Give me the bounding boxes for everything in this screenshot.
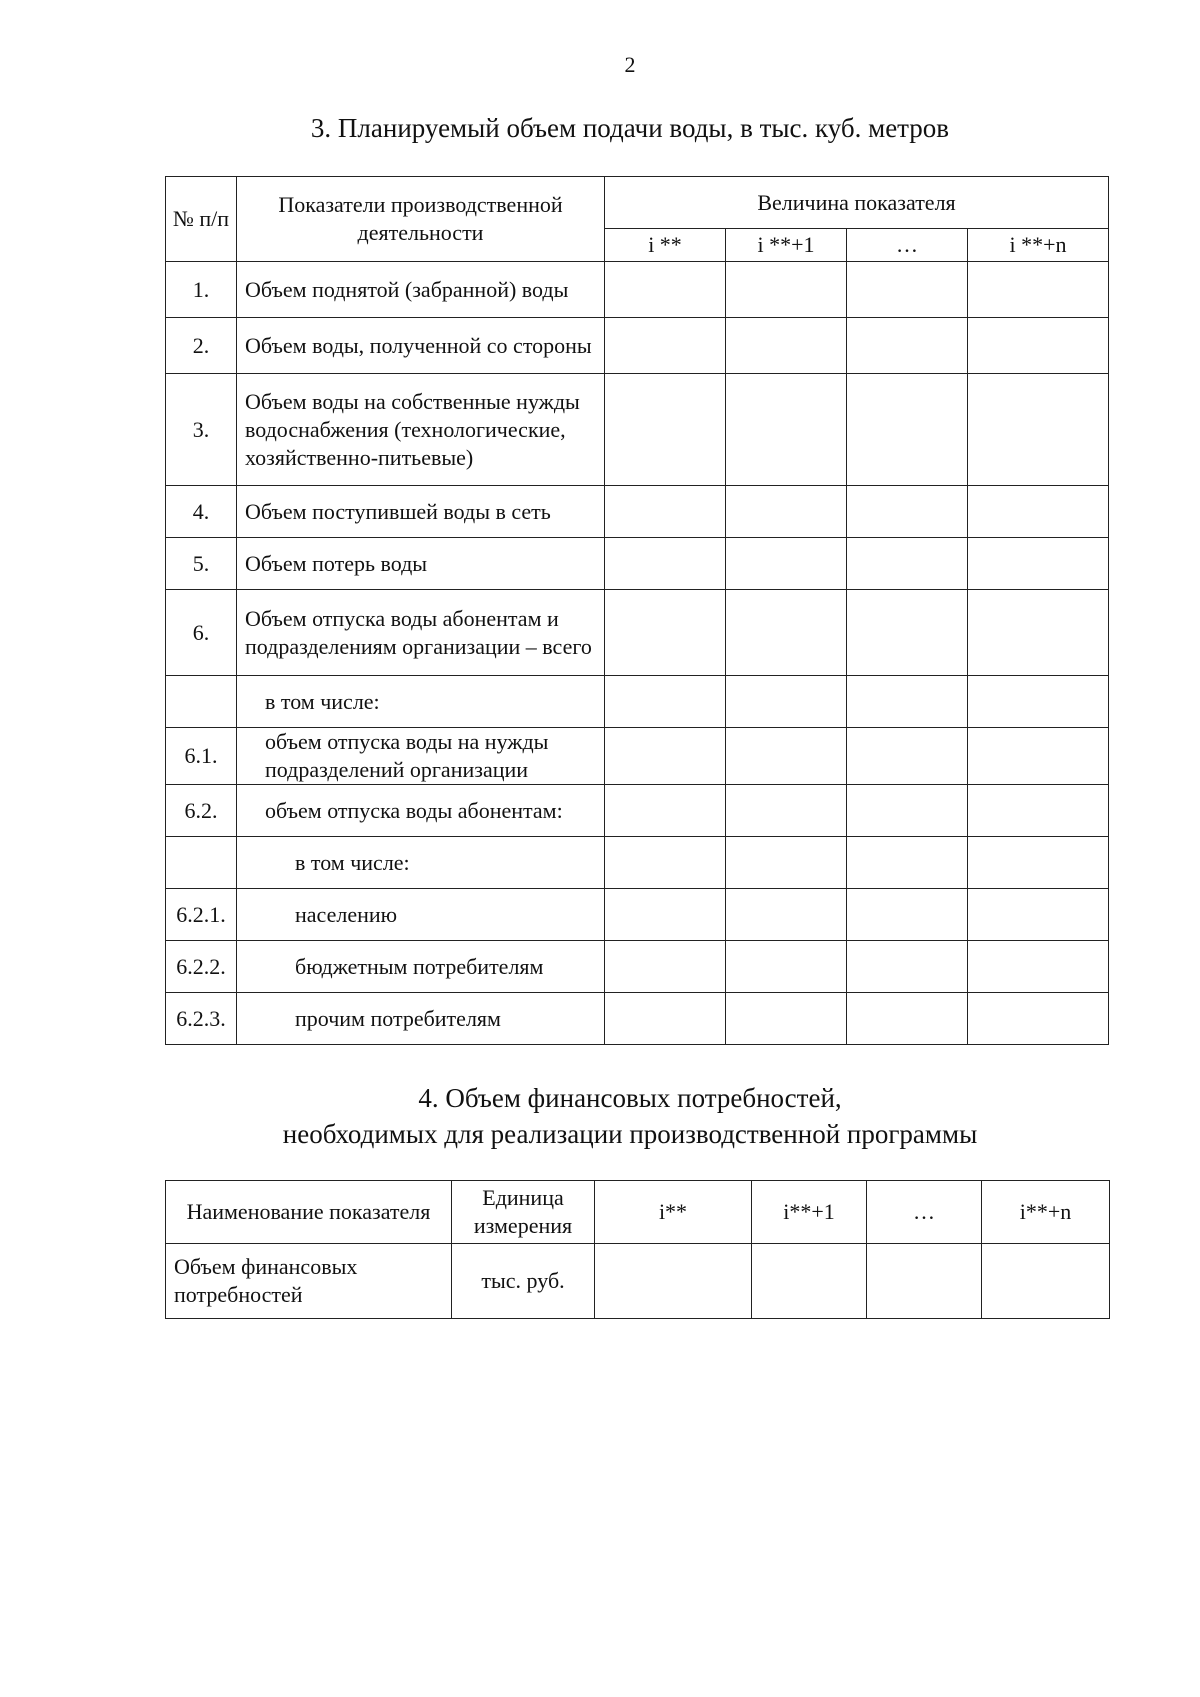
value-cell bbox=[605, 993, 726, 1045]
row-label: объем отпуска воды на нужды подразделений организации bbox=[237, 728, 605, 785]
row-label: в том числе: bbox=[237, 676, 605, 728]
row-number: 4. bbox=[166, 486, 237, 538]
value-cell bbox=[605, 837, 726, 889]
value-cell bbox=[726, 538, 847, 590]
value-cell bbox=[847, 538, 968, 590]
value-cell bbox=[605, 889, 726, 941]
value-cell bbox=[726, 728, 847, 785]
financial-needs-table bbox=[165, 1180, 1110, 1319]
value-cell bbox=[968, 728, 1109, 785]
value-cell bbox=[968, 318, 1109, 374]
row-label: бюджетным потребителям bbox=[237, 941, 605, 993]
section-4-title-line-2: необходимых для реализации производственной программы bbox=[282, 1119, 978, 1149]
value-cell bbox=[847, 486, 968, 538]
value-cell bbox=[605, 676, 726, 728]
table-row bbox=[166, 785, 1109, 837]
value-cell bbox=[726, 785, 847, 837]
value-cell bbox=[968, 785, 1109, 837]
value-cell bbox=[847, 941, 968, 993]
table-row bbox=[166, 1244, 1110, 1319]
value-cell bbox=[847, 728, 968, 785]
row-number: 6.2.3. bbox=[166, 993, 237, 1045]
value-cell bbox=[847, 590, 968, 676]
value-cell bbox=[847, 837, 968, 889]
row-number: 6.2.2. bbox=[166, 941, 237, 993]
section-4-title bbox=[0, 1080, 1200, 1152]
value-cell bbox=[605, 728, 726, 785]
row-label: Объем финансовых потребностей bbox=[166, 1244, 452, 1319]
row-number: 5. bbox=[166, 538, 237, 590]
row-number: 1. bbox=[166, 262, 237, 318]
value-cell bbox=[968, 590, 1109, 676]
header-unit: Единица измерения bbox=[452, 1181, 595, 1244]
row-label: населению bbox=[237, 889, 605, 941]
header-period: i **+1 bbox=[726, 229, 847, 262]
row-number: 6.2. bbox=[166, 785, 237, 837]
table-row bbox=[166, 538, 1109, 590]
row-label: объем отпуска воды абонентам: bbox=[237, 785, 605, 837]
value-cell bbox=[726, 486, 847, 538]
row-number bbox=[166, 676, 237, 728]
value-cell bbox=[726, 941, 847, 993]
row-label: Объем поднятой (забранной) воды bbox=[237, 262, 605, 318]
table-row bbox=[166, 262, 1109, 318]
value-cell bbox=[605, 941, 726, 993]
table-row bbox=[166, 486, 1109, 538]
value-cell bbox=[847, 785, 968, 837]
row-label: прочим потребителям bbox=[237, 993, 605, 1045]
header-indicators: Показатели производственной деятельности bbox=[237, 177, 605, 262]
value-cell bbox=[968, 374, 1109, 486]
table-row bbox=[166, 993, 1109, 1045]
table-row bbox=[166, 941, 1109, 993]
row-number: 6.1. bbox=[166, 728, 237, 785]
value-cell bbox=[968, 941, 1109, 993]
header-number: № п/п bbox=[166, 177, 237, 262]
value-cell bbox=[595, 1244, 752, 1319]
header-period: i**+n bbox=[982, 1181, 1110, 1244]
row-label: Объем воды, полученной со стороны bbox=[237, 318, 605, 374]
header-value: Величина показателя bbox=[605, 177, 1109, 229]
table-row bbox=[166, 728, 1109, 785]
header-name: Наименование показателя bbox=[166, 1181, 452, 1244]
value-cell bbox=[726, 374, 847, 486]
value-cell bbox=[726, 318, 847, 374]
value-cell bbox=[847, 993, 968, 1045]
value-cell bbox=[847, 889, 968, 941]
table-row bbox=[166, 374, 1109, 486]
value-cell bbox=[847, 262, 968, 318]
header-period: i**+1 bbox=[752, 1181, 867, 1244]
header-period: … bbox=[847, 229, 968, 262]
row-unit: тыс. руб. bbox=[452, 1244, 595, 1319]
value-cell bbox=[726, 993, 847, 1045]
value-cell bbox=[968, 837, 1109, 889]
value-cell bbox=[726, 262, 847, 318]
value-cell bbox=[605, 486, 726, 538]
value-cell bbox=[847, 318, 968, 374]
value-cell bbox=[605, 262, 726, 318]
value-cell bbox=[726, 676, 847, 728]
row-number: 3. bbox=[166, 374, 237, 486]
value-cell bbox=[968, 262, 1109, 318]
section-4-title-line-1: 4. Объем финансовых потребностей, bbox=[418, 1083, 842, 1113]
table-row bbox=[166, 318, 1109, 374]
row-number bbox=[166, 837, 237, 889]
value-cell bbox=[968, 486, 1109, 538]
header-period: … bbox=[867, 1181, 982, 1244]
header-period: i** bbox=[595, 1181, 752, 1244]
row-number: 6. bbox=[166, 590, 237, 676]
value-cell bbox=[968, 676, 1109, 728]
table-row bbox=[166, 889, 1109, 941]
header-period: i **+n bbox=[968, 229, 1109, 262]
header-period: i ** bbox=[605, 229, 726, 262]
value-cell bbox=[605, 374, 726, 486]
value-cell bbox=[968, 889, 1109, 941]
table-row bbox=[166, 676, 1109, 728]
value-cell bbox=[847, 374, 968, 486]
row-label: Объем отпуска воды абонентам и подразделениям организации – всего bbox=[237, 590, 605, 676]
table-row bbox=[166, 590, 1109, 676]
value-cell bbox=[605, 318, 726, 374]
value-cell bbox=[605, 590, 726, 676]
row-number: 6.2.1. bbox=[166, 889, 237, 941]
value-cell bbox=[752, 1244, 867, 1319]
value-cell bbox=[605, 538, 726, 590]
value-cell bbox=[968, 538, 1109, 590]
value-cell bbox=[726, 837, 847, 889]
row-label: Объем поступившей воды в сеть bbox=[237, 486, 605, 538]
section-3-title: 3. Планируемый объем подачи воды, в тыс. куб. метров bbox=[310, 113, 950, 143]
row-label: в том числе: bbox=[237, 837, 605, 889]
value-cell bbox=[968, 993, 1109, 1045]
water-supply-table bbox=[165, 176, 1109, 1045]
page-number: 2 bbox=[624, 52, 636, 77]
value-cell bbox=[726, 889, 847, 941]
value-cell bbox=[867, 1244, 982, 1319]
row-label: Объем воды на собственные нужды водоснабжения (технологические, хозяйственно-питьевые) bbox=[237, 374, 605, 486]
table-row bbox=[166, 837, 1109, 889]
value-cell bbox=[605, 785, 726, 837]
row-label: Объем потерь воды bbox=[237, 538, 605, 590]
value-cell bbox=[847, 676, 968, 728]
value-cell bbox=[726, 590, 847, 676]
row-number: 2. bbox=[166, 318, 237, 374]
value-cell bbox=[982, 1244, 1110, 1319]
